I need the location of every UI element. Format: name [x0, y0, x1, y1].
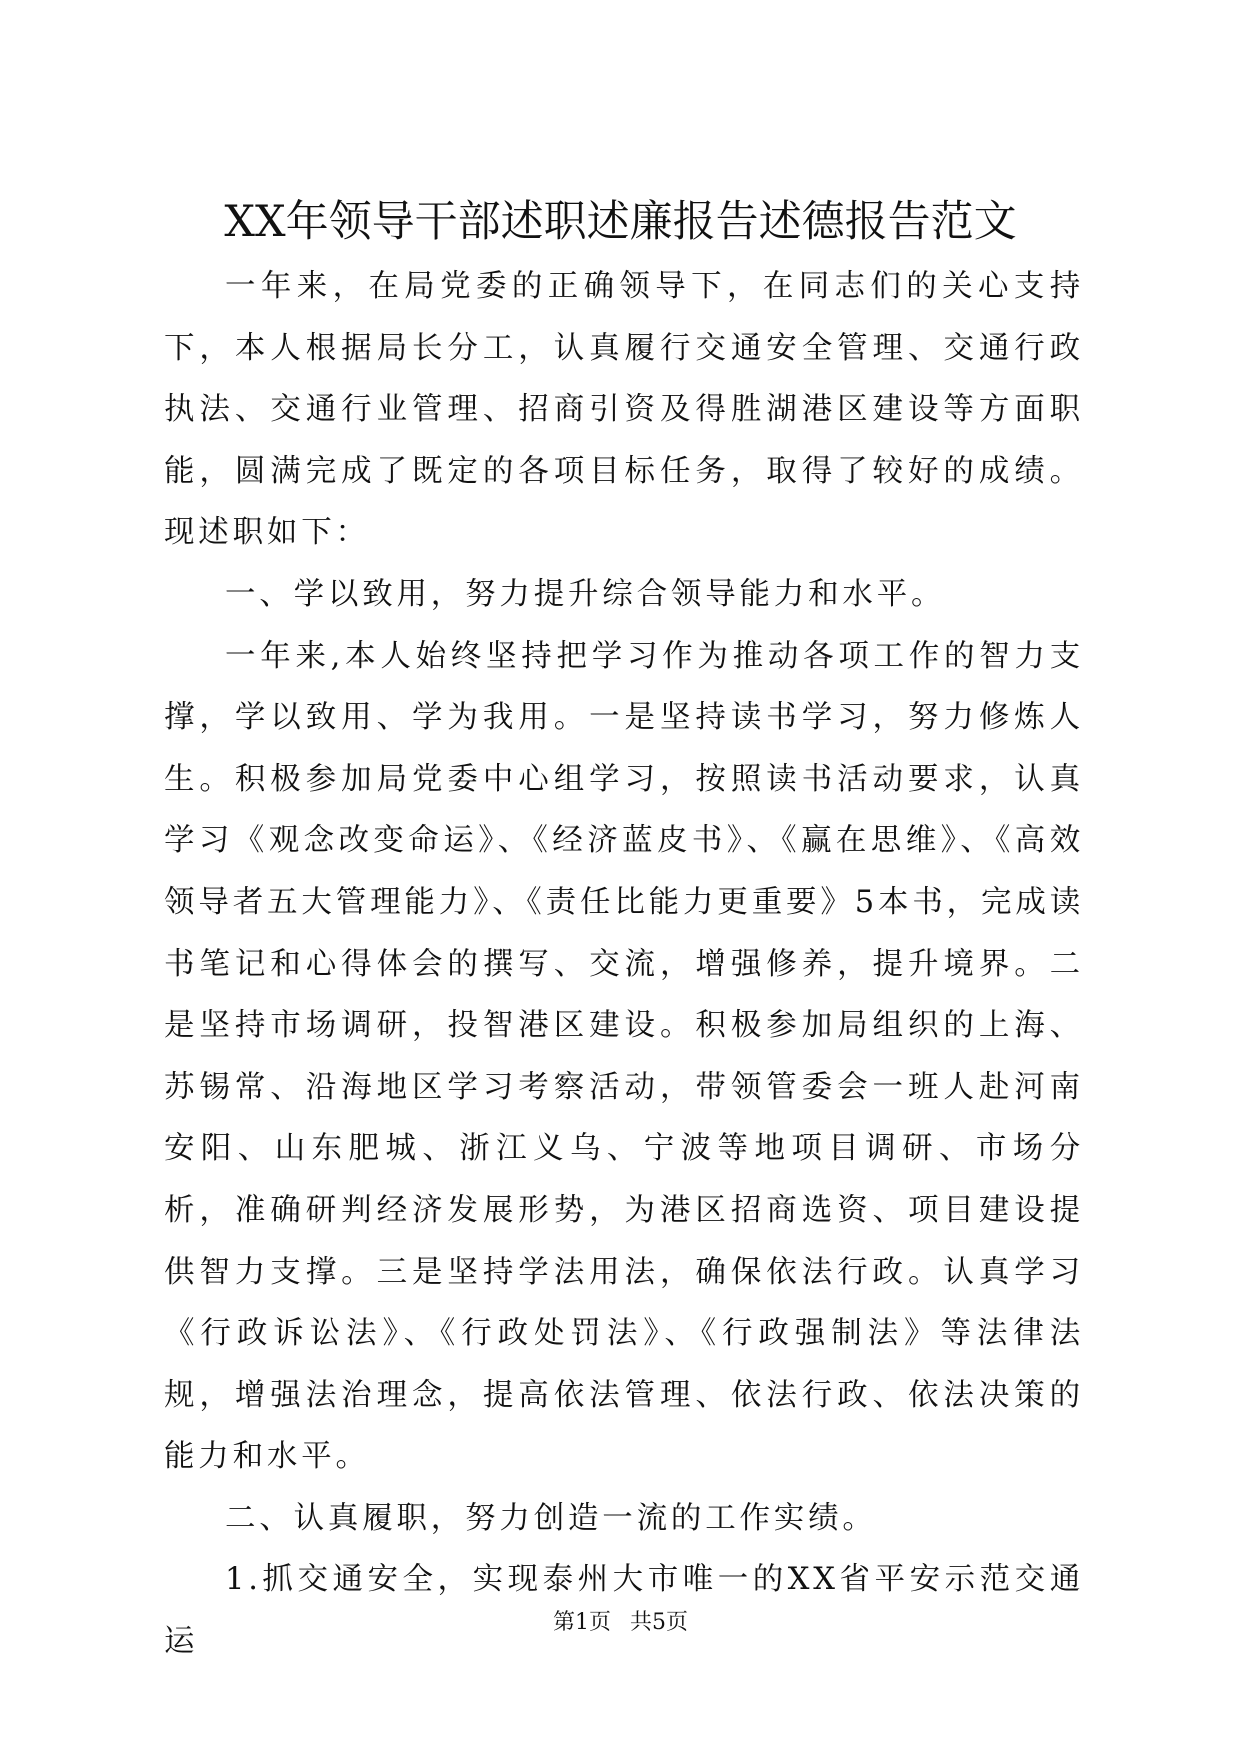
page-footer: [0, 1608, 1241, 1638]
document-title: XX年领导干部述职述廉报告述德报告范文: [224, 197, 1017, 247]
section-heading-1: 一、学以致用，努力提升综合领导能力和水平。: [225, 576, 946, 612]
paragraph-study: 一年来,本人始终坚持把学习作为推动各项工作的智力支撑，学以致用、学为我用。一是坚持读书学习，努力修炼人生。积极参加局党委中心组学习，按照读书活动要求，认真学习《观念改变命运》、《经济蓝皮书》、《赢在思维》、《高效领导者五大管理能力》、《责任比能力更重要》5本书，完成读书笔记和心得体会的撰写、交流，增强修养，提升境界。二是坚持市场调研，投智港区建设。积极参加局组织的上海、苏锡常、沿海地区学习考察活动，带领管委会一班人赴河南安阳、山东肥城、浙江义乌、宁波等地项目调研、市场分析，准确研判经济发展形势，为港区招商选资、项目建设提供智力支撑。三是坚持学法用法，确保依法行政。认真学习《行政诉讼法》、《行政处罚法》、《行政强制法》等法律法规，增强法治理念，提高依法管理、依法行政、依法决策的能力和水平。: [164, 638, 1084, 1475]
paragraph-intro: 一年来，在局党委的正确领导下，在同志们的关心支持下，本人根据局长分工，认真履行交通安全管理、交通行政执法、交通行业管理、招商引资及得胜湖港区建设等方面职能，圆满完成了既定的各项目标任务，取得了较好的成绩。现述职如下：: [164, 269, 1084, 551]
page-total: 共5页: [630, 1610, 688, 1635]
section-heading-2: 二、认真履职，努力创造一流的工作实绩。: [225, 1500, 877, 1536]
document-body: [164, 256, 1084, 1673]
paragraph-traffic-safety: 1.抓交通安全，实现泰州大市唯一的XX省平安示范交通运: [164, 1562, 1084, 1660]
page-number: 第1页: [553, 1610, 611, 1635]
